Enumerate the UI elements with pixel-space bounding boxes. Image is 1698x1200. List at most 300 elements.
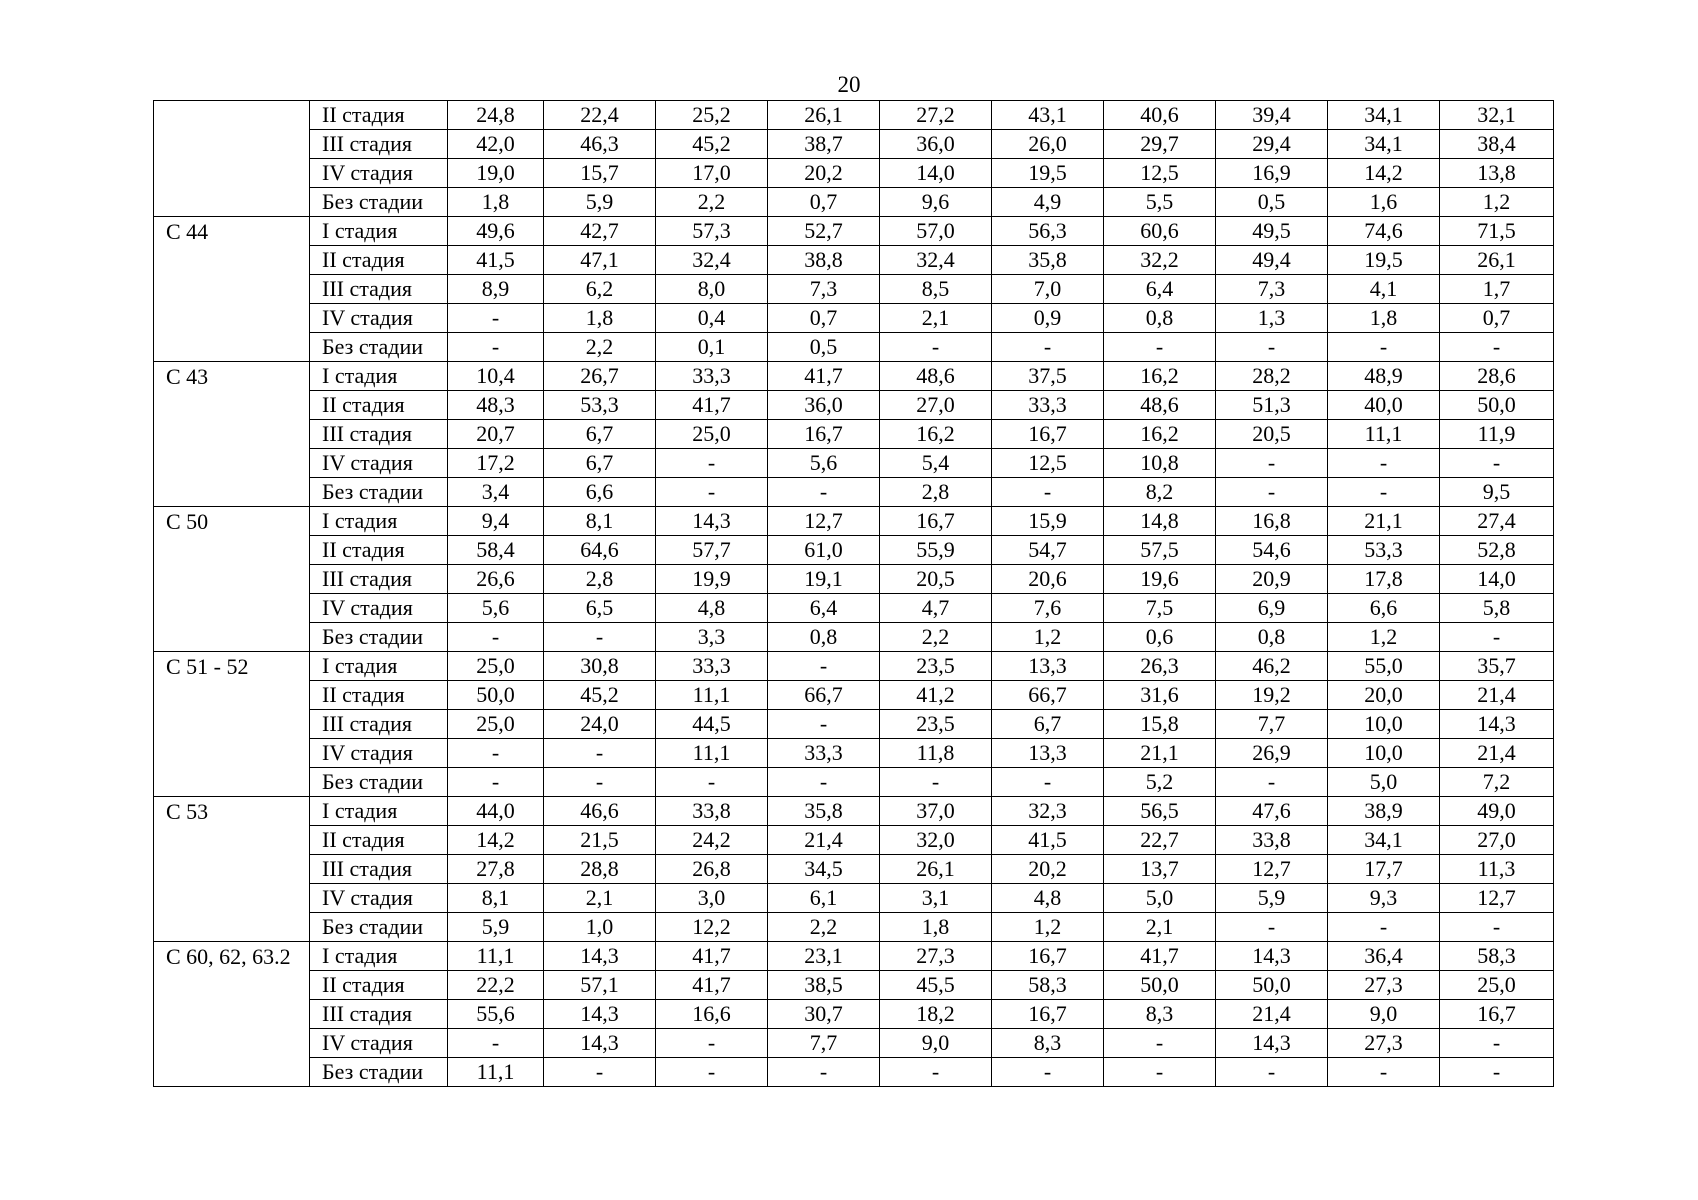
stage-label-cell: Без стадии: [310, 1058, 448, 1087]
value-cell: 14,3: [1216, 1029, 1328, 1058]
value-cell: 1,6: [1328, 188, 1440, 217]
value-cell: 41,5: [992, 826, 1104, 855]
value-cell: 2,1: [1104, 913, 1216, 942]
table-row: [154, 739, 1554, 768]
value-cell: 26,7: [544, 362, 656, 391]
value-cell: 48,6: [1104, 391, 1216, 420]
value-cell: 34,1: [1328, 101, 1440, 130]
value-cell: 5,6: [448, 594, 544, 623]
value-cell: 10,4: [448, 362, 544, 391]
value-cell: 16,7: [992, 942, 1104, 971]
value-cell: 6,9: [1216, 594, 1328, 623]
value-cell: 21,4: [768, 826, 880, 855]
value-cell: 4,1: [1328, 275, 1440, 304]
value-cell: 35,8: [992, 246, 1104, 275]
value-cell: 25,0: [1440, 971, 1554, 1000]
value-cell: 37,0: [880, 797, 992, 826]
table-row: [154, 565, 1554, 594]
value-cell: 19,6: [1104, 565, 1216, 594]
value-cell: 7,3: [768, 275, 880, 304]
value-cell: 19,1: [768, 565, 880, 594]
value-cell: 1,2: [992, 913, 1104, 942]
value-cell: 10,0: [1328, 710, 1440, 739]
stage-label-cell: III стадия: [310, 275, 448, 304]
value-cell: 49,4: [1216, 246, 1328, 275]
stage-label-cell: IV стадия: [310, 159, 448, 188]
stage-label-cell: III стадия: [310, 855, 448, 884]
table-row: [154, 826, 1554, 855]
value-cell: 13,8: [1440, 159, 1554, 188]
table-row: [154, 1000, 1554, 1029]
value-cell: -: [768, 710, 880, 739]
value-cell: 2,1: [880, 304, 992, 333]
value-cell: -: [1216, 478, 1328, 507]
value-cell: 30,7: [768, 1000, 880, 1029]
value-cell: 34,1: [1328, 130, 1440, 159]
value-cell: -: [1216, 768, 1328, 797]
value-cell: 0,5: [768, 333, 880, 362]
value-cell: 12,7: [1440, 884, 1554, 913]
value-cell: -: [1440, 449, 1554, 478]
stage-label-cell: IV стадия: [310, 739, 448, 768]
stage-label-cell: II стадия: [310, 826, 448, 855]
value-cell: 3,1: [880, 884, 992, 913]
value-cell: 0,4: [656, 304, 768, 333]
stage-label-cell: II стадия: [310, 101, 448, 130]
value-cell: 13,3: [992, 739, 1104, 768]
value-cell: 11,1: [1328, 420, 1440, 449]
value-cell: 9,0: [880, 1029, 992, 1058]
value-cell: 49,6: [448, 217, 544, 246]
value-cell: 54,7: [992, 536, 1104, 565]
table-row: [154, 884, 1554, 913]
value-cell: 6,2: [544, 275, 656, 304]
value-cell: 33,3: [992, 391, 1104, 420]
value-cell: 27,0: [1440, 826, 1554, 855]
value-cell: 16,7: [992, 1000, 1104, 1029]
value-cell: 41,7: [656, 391, 768, 420]
stage-label-cell: IV стадия: [310, 594, 448, 623]
value-cell: 22,4: [544, 101, 656, 130]
value-cell: 24,0: [544, 710, 656, 739]
value-cell: 5,8: [1440, 594, 1554, 623]
value-cell: 27,4: [1440, 507, 1554, 536]
value-cell: 3,4: [448, 478, 544, 507]
value-cell: 15,7: [544, 159, 656, 188]
value-cell: 57,7: [656, 536, 768, 565]
value-cell: 26,9: [1216, 739, 1328, 768]
value-cell: 19,2: [1216, 681, 1328, 710]
stage-label-cell: II стадия: [310, 971, 448, 1000]
value-cell: -: [544, 739, 656, 768]
value-cell: 21,5: [544, 826, 656, 855]
value-cell: 54,6: [1216, 536, 1328, 565]
stage-label-cell: III стадия: [310, 420, 448, 449]
value-cell: 40,6: [1104, 101, 1216, 130]
value-cell: 8,9: [448, 275, 544, 304]
value-cell: 33,3: [768, 739, 880, 768]
value-cell: 7,7: [1216, 710, 1328, 739]
value-cell: 41,5: [448, 246, 544, 275]
value-cell: -: [1328, 449, 1440, 478]
group-label-cell: [154, 101, 310, 217]
value-cell: 36,0: [768, 391, 880, 420]
value-cell: 0,8: [768, 623, 880, 652]
table-row: [154, 652, 1554, 681]
value-cell: 34,5: [768, 855, 880, 884]
value-cell: 53,3: [1328, 536, 1440, 565]
value-cell: 26,3: [1104, 652, 1216, 681]
value-cell: 28,2: [1216, 362, 1328, 391]
table-row: [154, 710, 1554, 739]
value-cell: 6,4: [1104, 275, 1216, 304]
value-cell: -: [992, 478, 1104, 507]
value-cell: 50,0: [1440, 391, 1554, 420]
value-cell: 3,0: [656, 884, 768, 913]
value-cell: 14,2: [1328, 159, 1440, 188]
value-cell: 66,7: [768, 681, 880, 710]
stage-label-cell: II стадия: [310, 391, 448, 420]
value-cell: 5,6: [768, 449, 880, 478]
value-cell: 41,7: [656, 942, 768, 971]
stage-label-cell: I стадия: [310, 362, 448, 391]
value-cell: 24,2: [656, 826, 768, 855]
value-cell: -: [1440, 1029, 1554, 1058]
stage-label-cell: II стадия: [310, 536, 448, 565]
value-cell: 16,7: [880, 507, 992, 536]
value-cell: 1,2: [992, 623, 1104, 652]
value-cell: 7,7: [768, 1029, 880, 1058]
stage-label-cell: IV стадия: [310, 884, 448, 913]
value-cell: 11,1: [448, 1058, 544, 1087]
value-cell: 16,2: [1104, 420, 1216, 449]
value-cell: 9,6: [880, 188, 992, 217]
value-cell: 11,1: [448, 942, 544, 971]
value-cell: 15,9: [992, 507, 1104, 536]
value-cell: 1,2: [1328, 623, 1440, 652]
value-cell: 22,2: [448, 971, 544, 1000]
value-cell: -: [544, 1058, 656, 1087]
value-cell: 57,3: [656, 217, 768, 246]
value-cell: 9,0: [1328, 1000, 1440, 1029]
value-cell: 0,7: [768, 188, 880, 217]
value-cell: 60,6: [1104, 217, 1216, 246]
value-cell: 48,3: [448, 391, 544, 420]
value-cell: 6,4: [768, 594, 880, 623]
value-cell: 47,6: [1216, 797, 1328, 826]
value-cell: 66,7: [992, 681, 1104, 710]
stage-label-cell: I стадия: [310, 652, 448, 681]
value-cell: -: [448, 333, 544, 362]
value-cell: -: [1440, 623, 1554, 652]
stage-label-cell: III стадия: [310, 710, 448, 739]
value-cell: 55,0: [1328, 652, 1440, 681]
value-cell: 20,2: [992, 855, 1104, 884]
value-cell: 6,6: [544, 478, 656, 507]
value-cell: 38,8: [768, 246, 880, 275]
value-cell: 0,8: [1216, 623, 1328, 652]
table-row: [154, 362, 1554, 391]
value-cell: 21,1: [1104, 739, 1216, 768]
value-cell: 6,7: [544, 449, 656, 478]
value-cell: 17,2: [448, 449, 544, 478]
table-row: [154, 304, 1554, 333]
value-cell: 28,8: [544, 855, 656, 884]
stage-label-cell: I стадия: [310, 217, 448, 246]
value-cell: 32,0: [880, 826, 992, 855]
value-cell: 17,0: [656, 159, 768, 188]
value-cell: 45,2: [544, 681, 656, 710]
value-cell: 12,7: [768, 507, 880, 536]
table-row: [154, 217, 1554, 246]
value-cell: 16,7: [992, 420, 1104, 449]
value-cell: 23,5: [880, 710, 992, 739]
value-cell: 22,7: [1104, 826, 1216, 855]
value-cell: 1,8: [1328, 304, 1440, 333]
value-cell: 42,7: [544, 217, 656, 246]
value-cell: -: [880, 1058, 992, 1087]
value-cell: 16,6: [656, 1000, 768, 1029]
value-cell: 0,8: [1104, 304, 1216, 333]
table-row: [154, 536, 1554, 565]
value-cell: 1,2: [1440, 188, 1554, 217]
value-cell: -: [1440, 1058, 1554, 1087]
value-cell: 8,5: [880, 275, 992, 304]
value-cell: -: [448, 768, 544, 797]
value-cell: 6,7: [992, 710, 1104, 739]
value-cell: 0,7: [1440, 304, 1554, 333]
value-cell: -: [448, 623, 544, 652]
value-cell: 2,8: [544, 565, 656, 594]
value-cell: 42,0: [448, 130, 544, 159]
value-cell: -: [880, 333, 992, 362]
table-row: [154, 623, 1554, 652]
table-row: [154, 507, 1554, 536]
table-row: [154, 275, 1554, 304]
value-cell: 41,7: [656, 971, 768, 1000]
table-row: [154, 420, 1554, 449]
value-cell: 41,2: [880, 681, 992, 710]
value-cell: 27,2: [880, 101, 992, 130]
value-cell: 23,5: [880, 652, 992, 681]
value-cell: 12,2: [656, 913, 768, 942]
value-cell: 74,6: [1328, 217, 1440, 246]
value-cell: 5,9: [448, 913, 544, 942]
value-cell: -: [1440, 913, 1554, 942]
stage-label-cell: I стадия: [310, 797, 448, 826]
stage-label-cell: Без стадии: [310, 913, 448, 942]
value-cell: 14,0: [880, 159, 992, 188]
value-cell: 29,4: [1216, 130, 1328, 159]
value-cell: 39,4: [1216, 101, 1328, 130]
value-cell: 32,4: [880, 246, 992, 275]
value-cell: 0,1: [656, 333, 768, 362]
value-cell: 28,6: [1440, 362, 1554, 391]
value-cell: 8,0: [656, 275, 768, 304]
value-cell: 38,5: [768, 971, 880, 1000]
stage-label-cell: II стадия: [310, 246, 448, 275]
value-cell: 61,0: [768, 536, 880, 565]
page-number: 20: [837, 72, 861, 97]
value-cell: 14,0: [1440, 565, 1554, 594]
value-cell: 18,2: [880, 1000, 992, 1029]
value-cell: 26,1: [1440, 246, 1554, 275]
value-cell: 1,0: [544, 913, 656, 942]
value-cell: -: [1104, 1058, 1216, 1087]
value-cell: 64,6: [544, 536, 656, 565]
value-cell: 30,8: [544, 652, 656, 681]
value-cell: 27,8: [448, 855, 544, 884]
value-cell: 32,3: [992, 797, 1104, 826]
stage-label-cell: IV стадия: [310, 304, 448, 333]
value-cell: 6,1: [768, 884, 880, 913]
value-cell: 8,3: [992, 1029, 1104, 1058]
group-label-cell: С 50: [154, 507, 310, 652]
stage-label-cell: IV стадия: [310, 1029, 448, 1058]
value-cell: 0,6: [1104, 623, 1216, 652]
value-cell: -: [448, 739, 544, 768]
value-cell: 20,0: [1328, 681, 1440, 710]
value-cell: 21,4: [1440, 681, 1554, 710]
table-row: [154, 130, 1554, 159]
value-cell: 0,5: [1216, 188, 1328, 217]
value-cell: 1,8: [544, 304, 656, 333]
value-cell: 49,5: [1216, 217, 1328, 246]
value-cell: -: [448, 304, 544, 333]
value-cell: -: [992, 333, 1104, 362]
value-cell: -: [880, 768, 992, 797]
value-cell: 58,3: [1440, 942, 1554, 971]
value-cell: 17,7: [1328, 855, 1440, 884]
value-cell: 26,1: [768, 101, 880, 130]
value-cell: 38,9: [1328, 797, 1440, 826]
value-cell: 25,0: [448, 652, 544, 681]
value-cell: 14,3: [1440, 710, 1554, 739]
value-cell: 38,7: [768, 130, 880, 159]
table-row: [154, 768, 1554, 797]
stage-label-cell: III стадия: [310, 565, 448, 594]
value-cell: 16,9: [1216, 159, 1328, 188]
table-row: [154, 594, 1554, 623]
value-cell: 24,8: [448, 101, 544, 130]
value-cell: 1,7: [1440, 275, 1554, 304]
value-cell: -: [448, 1029, 544, 1058]
value-cell: -: [544, 623, 656, 652]
value-cell: 4,8: [656, 594, 768, 623]
value-cell: 7,2: [1440, 768, 1554, 797]
value-cell: 41,7: [1104, 942, 1216, 971]
value-cell: 44,0: [448, 797, 544, 826]
value-cell: -: [1328, 1058, 1440, 1087]
value-cell: -: [768, 768, 880, 797]
value-cell: 21,1: [1328, 507, 1440, 536]
value-cell: 5,9: [544, 188, 656, 217]
group-label-cell: С 44: [154, 217, 310, 362]
value-cell: 50,0: [448, 681, 544, 710]
value-cell: 19,5: [992, 159, 1104, 188]
value-cell: 10,0: [1328, 739, 1440, 768]
value-cell: 14,2: [448, 826, 544, 855]
value-cell: 5,4: [880, 449, 992, 478]
value-cell: 7,3: [1216, 275, 1328, 304]
value-cell: 55,6: [448, 1000, 544, 1029]
value-cell: 1,8: [448, 188, 544, 217]
value-cell: 41,7: [768, 362, 880, 391]
value-cell: 25,0: [448, 710, 544, 739]
value-cell: 2,8: [880, 478, 992, 507]
value-cell: 8,1: [448, 884, 544, 913]
value-cell: 32,1: [1440, 101, 1554, 130]
value-cell: 33,3: [656, 362, 768, 391]
value-cell: 20,5: [1216, 420, 1328, 449]
value-cell: 11,8: [880, 739, 992, 768]
value-cell: 14,3: [544, 1000, 656, 1029]
value-cell: 56,5: [1104, 797, 1216, 826]
value-cell: 16,7: [1440, 1000, 1554, 1029]
value-cell: 23,1: [768, 942, 880, 971]
value-cell: 2,2: [768, 913, 880, 942]
value-cell: 6,5: [544, 594, 656, 623]
value-cell: 33,3: [656, 652, 768, 681]
value-cell: 45,5: [880, 971, 992, 1000]
value-cell: 25,2: [656, 101, 768, 130]
table-row: [154, 681, 1554, 710]
value-cell: 9,5: [1440, 478, 1554, 507]
value-cell: 12,5: [1104, 159, 1216, 188]
value-cell: -: [768, 478, 880, 507]
value-cell: 36,4: [1328, 942, 1440, 971]
table-row: [154, 449, 1554, 478]
value-cell: 14,3: [544, 1029, 656, 1058]
value-cell: 34,1: [1328, 826, 1440, 855]
value-cell: 46,3: [544, 130, 656, 159]
value-cell: 16,2: [1104, 362, 1216, 391]
value-cell: -: [768, 1058, 880, 1087]
data-table: [153, 100, 1554, 1087]
value-cell: 9,3: [1328, 884, 1440, 913]
value-cell: 32,2: [1104, 246, 1216, 275]
value-cell: 57,1: [544, 971, 656, 1000]
table-row: [154, 478, 1554, 507]
group-label-cell: С 53: [154, 797, 310, 942]
value-cell: 0,9: [992, 304, 1104, 333]
value-cell: 46,2: [1216, 652, 1328, 681]
value-cell: 47,1: [544, 246, 656, 275]
group-label-cell: С 51 - 52: [154, 652, 310, 797]
value-cell: 52,7: [768, 217, 880, 246]
value-cell: 27,3: [1328, 1029, 1440, 1058]
table-row: [154, 942, 1554, 971]
value-cell: 31,6: [1104, 681, 1216, 710]
stage-label-cell: I стадия: [310, 507, 448, 536]
value-cell: 25,0: [656, 420, 768, 449]
value-cell: 19,9: [656, 565, 768, 594]
value-cell: 43,1: [992, 101, 1104, 130]
value-cell: 58,3: [992, 971, 1104, 1000]
value-cell: 27,3: [880, 942, 992, 971]
stage-label-cell: I стадия: [310, 942, 448, 971]
value-cell: 35,7: [1440, 652, 1554, 681]
value-cell: 4,9: [992, 188, 1104, 217]
value-cell: 26,1: [880, 855, 992, 884]
value-cell: 20,5: [880, 565, 992, 594]
value-cell: 5,2: [1104, 768, 1216, 797]
table-row: [154, 159, 1554, 188]
value-cell: 20,7: [448, 420, 544, 449]
value-cell: -: [1328, 913, 1440, 942]
table-row: [154, 855, 1554, 884]
value-cell: 50,0: [1216, 971, 1328, 1000]
